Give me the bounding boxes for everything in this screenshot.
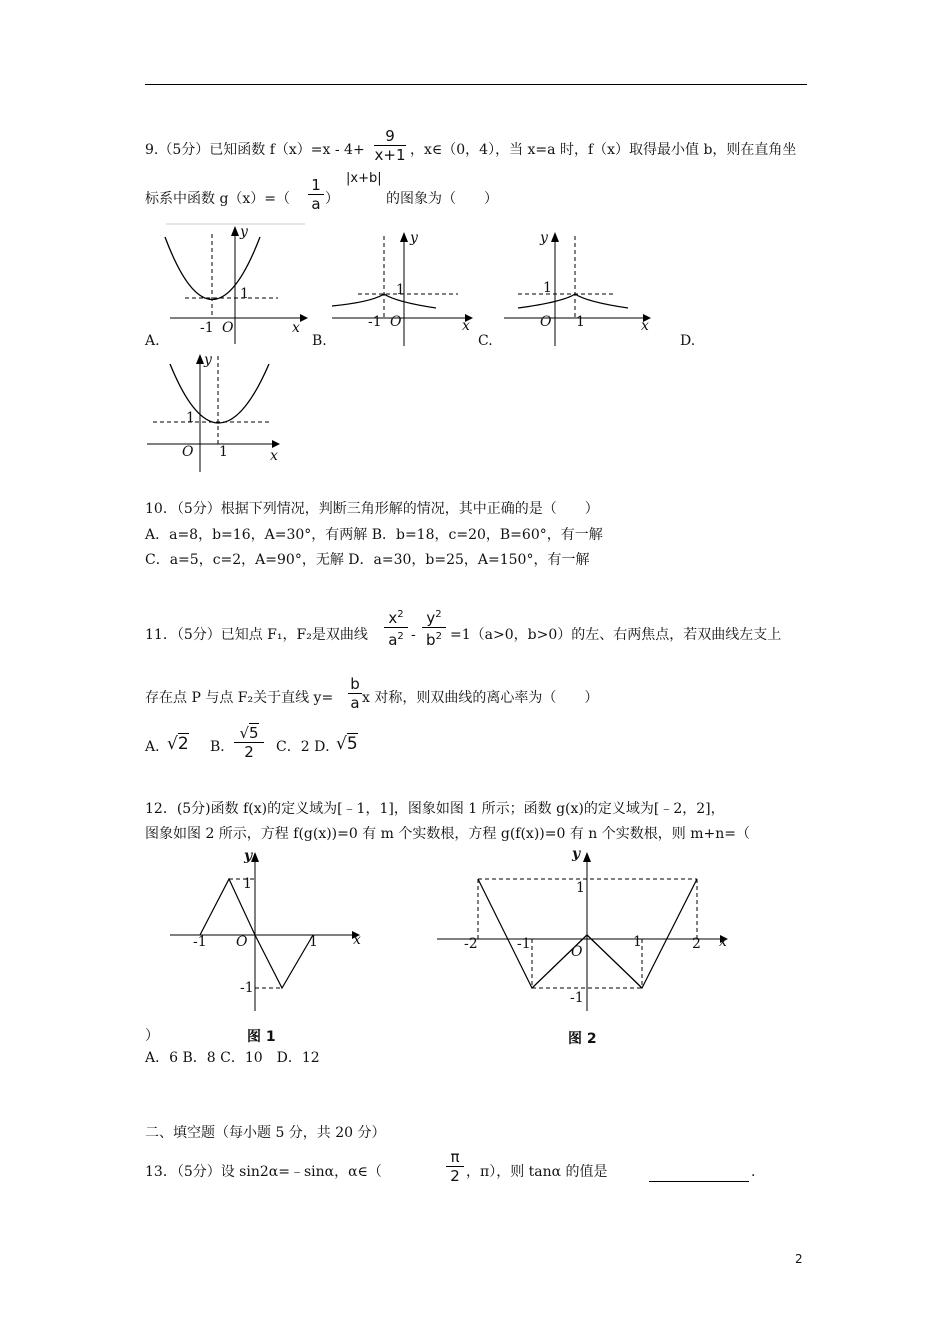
q13-pi-over-2: π 2	[446, 1148, 464, 1185]
q12-fig1-origin: O	[236, 934, 248, 950]
q9-graph-a	[160, 222, 310, 347]
q11-line2-end: x 对称，则双曲线的离心率为（ ）	[362, 690, 599, 706]
q12-fig1-neg-one-x: -1	[193, 934, 207, 950]
q9-fraction: 9 x+1	[374, 127, 406, 164]
option-d-label: D.	[680, 333, 696, 349]
q9-b-neg-one-label: -1	[368, 314, 382, 330]
q9-b-one-label: 1	[396, 282, 405, 298]
q9-c-y-label: y	[540, 230, 548, 246]
q9-c-origin-label: O	[540, 314, 552, 330]
q11-sqrt2: √2	[167, 734, 189, 754]
q9-a-y-label: y	[240, 224, 248, 240]
q12-fig1-x-label: x	[353, 932, 361, 948]
q11-y2-over-b2: $y^2$ $b^2$	[422, 606, 446, 649]
q12-fig1-neg-one-y: -1	[240, 980, 254, 996]
option-c-label: C.	[478, 333, 493, 349]
q12-line2: 图象如图 2 所示，方程 f(g(x))=0 有 m 个实数根，方程 g(f(x))=0 有 n 个实数根，则 m+n=（	[145, 826, 750, 842]
q10-options-ab: A．a=8，b=16，A=30°，有两解 B．b=18，c=20，B=60°，有一解	[145, 527, 603, 543]
q9-d-one-label: 1	[186, 410, 195, 426]
q10-stem: 10．（5分）根据下列情况，判断三角形解的情况，其中正确的是（ ）	[145, 501, 599, 517]
q9-c-x-label: x	[641, 318, 649, 334]
q9-b-x-label: x	[462, 318, 470, 334]
q9-graph-d	[145, 350, 285, 475]
q11-sqrt5: √5	[336, 734, 358, 754]
q11-sqrt5-over-2: √5 2	[234, 724, 264, 761]
q9-line2-end: 的图象为（ ）	[386, 191, 498, 207]
q12-close-paren: ）	[145, 1028, 159, 1044]
q13-line-end: ，π），则 tanα 的值是	[466, 1164, 608, 1180]
q9-a-one-label: 1	[240, 286, 249, 302]
q9-d-x-label: x	[270, 448, 278, 464]
q9-c-one-label: 1	[543, 280, 552, 296]
q12-options: A．6 B．8 C．10 D．12	[145, 1050, 320, 1066]
q9-a-x-label: x	[292, 320, 300, 336]
q12-fig2-two-x: 2	[692, 936, 701, 952]
q9-exponent: |x+b|	[346, 171, 382, 186]
q9-base-close: ）	[325, 191, 339, 207]
q13-line-start: 13．（5分）设 sin2α=﹣sinα，α∈（	[145, 1164, 382, 1180]
q12-fig2-one-y: 1	[576, 880, 585, 896]
q11-option-b: B．	[210, 739, 235, 755]
q11-x2-over-a2: $x^2$ $a^2$	[384, 606, 408, 649]
q12-fig1-caption: 图 1	[247, 1029, 276, 1045]
q12-line1: 12．(5分)函数 f(x)的定义域为[﹣1，1]，图象如图 1 所示；函数 g(x)的定义域为[﹣2，2]，	[145, 801, 725, 817]
q12-fig2-neg-one-y: -1	[570, 990, 584, 1006]
q9-b-y-label: y	[410, 230, 418, 246]
section-2-title: 二、填空题（每小题 5 分，共 20 分）	[145, 1125, 386, 1141]
q9-d-y-label: y	[204, 352, 212, 368]
q12-fig2-y-label: y	[572, 846, 581, 862]
q9-a-neg-one-label: -1	[200, 320, 214, 336]
q12-fig1-one-x: 1	[309, 934, 318, 950]
q9-line1-start: 9.（5分）已知函数 f（x）=x - 4+	[145, 142, 365, 158]
q12-figure-2	[432, 846, 742, 1021]
q12-fig1-y-label: y	[244, 848, 253, 864]
q9-c-pos-one-label: 1	[576, 314, 585, 330]
q12-fig2-origin: O	[571, 944, 583, 960]
q12-fig2-x-label: x	[719, 934, 727, 950]
q13-answer-blank[interactable]	[649, 1163, 749, 1182]
q9-d-origin-label: O	[182, 444, 194, 460]
q11-line1-end: =1（a>0，b>0）的左、右两焦点，若双曲线左支上	[450, 627, 782, 643]
q12-fig1-one-y: 1	[243, 876, 252, 892]
q12-fig2-neg-two-x: -2	[464, 936, 478, 952]
q9-a-origin-label: O	[222, 320, 234, 336]
q9-line2-start: 标系中函数 g（x）=（	[145, 191, 291, 207]
q10-options-cd: C．a=5，c=2，A=90°，无解 D．a=30，b=25，A=150°，有一解	[145, 552, 590, 568]
page-number: 2	[795, 1252, 803, 1266]
q11-slope-fraction: b a	[348, 675, 362, 712]
option-a-label: A.	[145, 333, 160, 349]
q11-option-cd: C．2 D．	[276, 739, 340, 755]
option-b-label: B.	[312, 333, 327, 349]
q11-option-a: A．	[145, 739, 170, 755]
q9-base-fraction: 1 a	[308, 176, 324, 213]
q11-line1-start: 11．（5分）已知点 F₁，F₂是双曲线	[145, 627, 368, 643]
q11-minus: -	[411, 627, 416, 643]
header-rule	[145, 84, 807, 85]
q13-period: .	[751, 1164, 756, 1180]
q9-graph-c	[500, 228, 658, 348]
q12-fig2-neg-one-x: -1	[517, 936, 531, 952]
q11-line2-start: 存在点 P 与点 F₂关于直线 y=	[145, 690, 334, 706]
q12-fig2-one-x: 1	[633, 934, 642, 950]
q9-d-pos-one-label: 1	[219, 444, 228, 460]
q9-b-origin-label: O	[390, 314, 402, 330]
q9-line1-end: ，x∈（0，4），当 x=a 时，f（x）取得最小值 b，则在直角坐	[410, 142, 797, 158]
q12-fig2-caption: 图 2	[568, 1031, 597, 1047]
